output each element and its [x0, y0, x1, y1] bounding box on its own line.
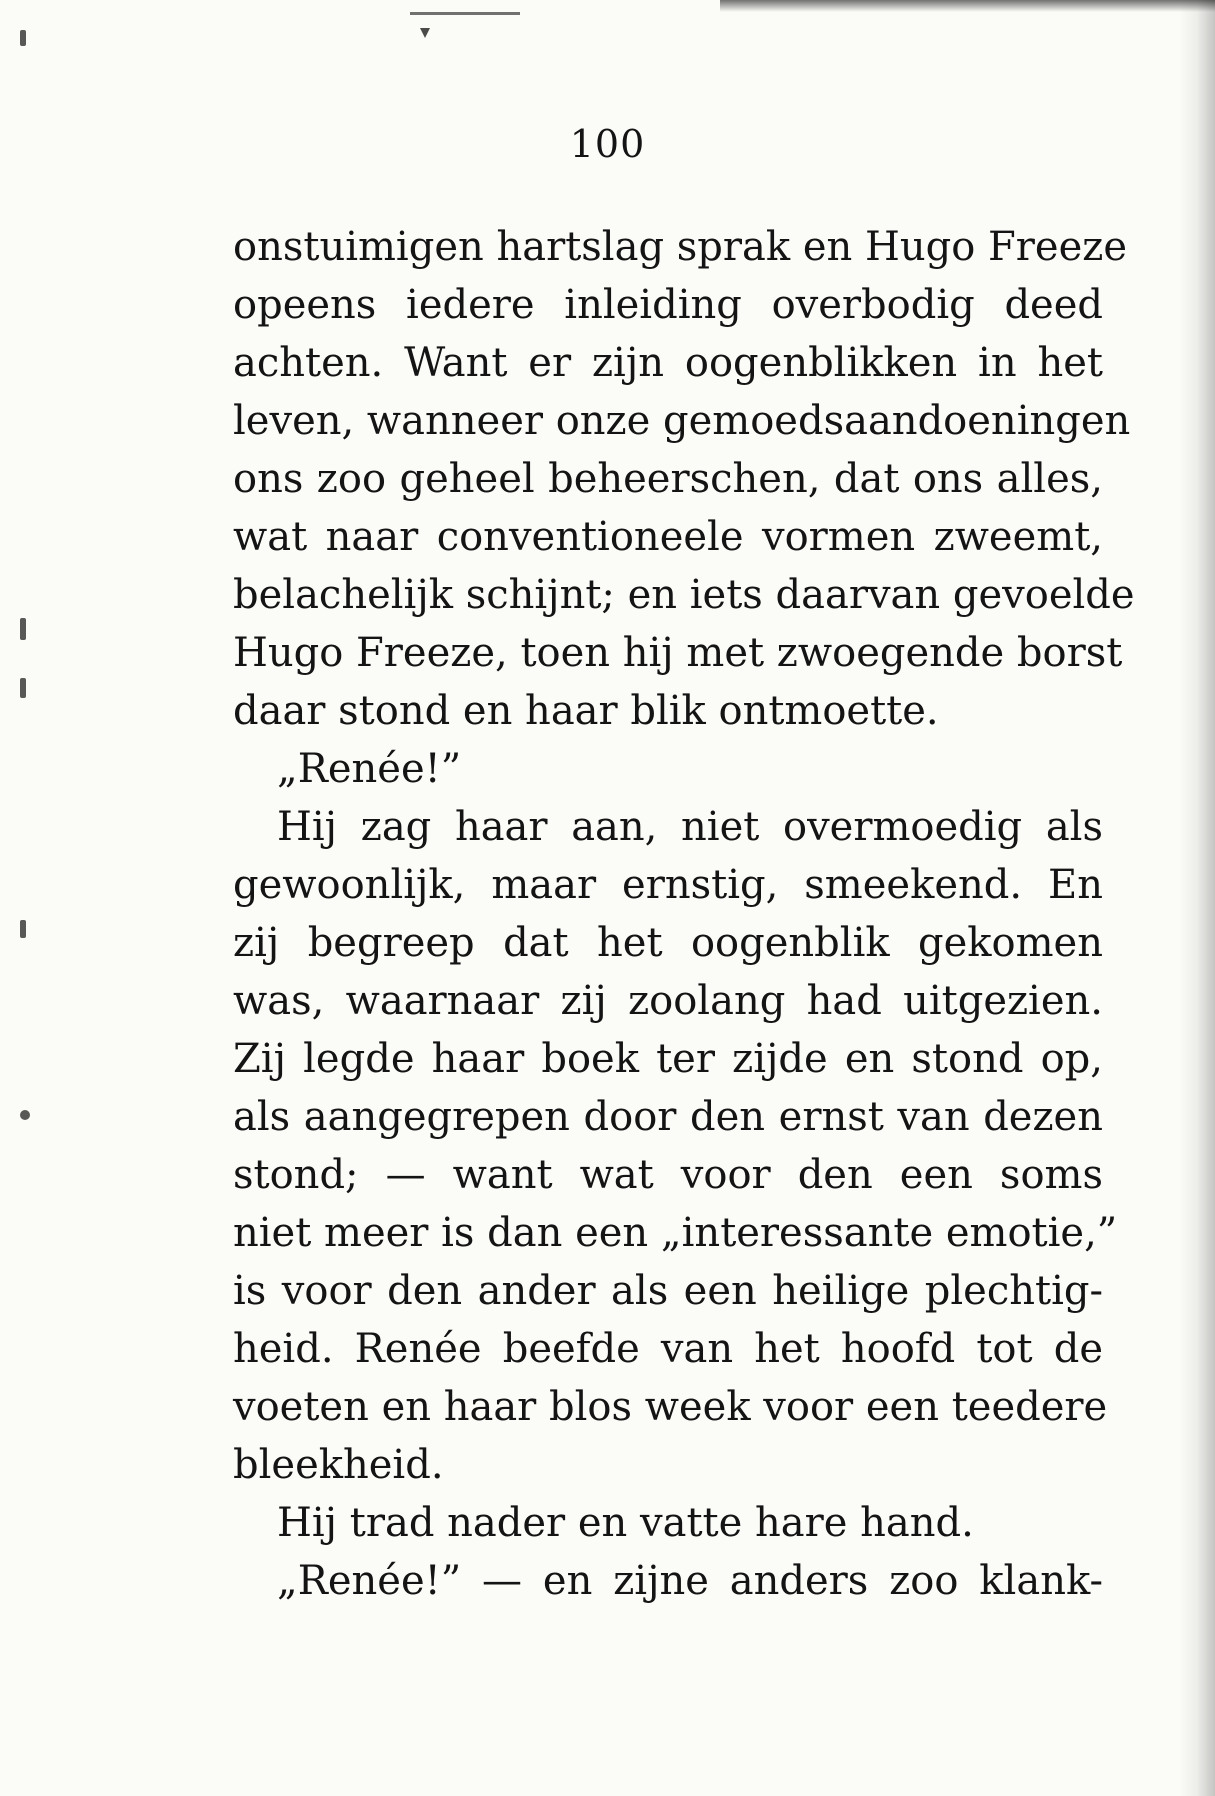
body-text [233, 218, 1135, 1610]
scan-shadow-top [720, 0, 1215, 12]
text-line: was, waarnaar zij zoolang had uitgezien. [233, 978, 1103, 1024]
text-line: Hugo Freeze, toen hij met zwoegende borst [233, 630, 1123, 676]
text-line: Hij zag haar aan, niet overmoedig als [277, 804, 1103, 850]
text-line: Hij trad nader en vatte hare hand. [277, 1500, 974, 1546]
text-line: onstuimigen hartslag sprak en Hugo Freeze [233, 224, 1127, 270]
text-line: opeens iedere inleiding overbodig deed [233, 282, 1103, 328]
text-line: daar stond en haar blik ontmoette. [233, 688, 939, 734]
page-number: 100 [569, 122, 646, 166]
scan-mark-left [20, 678, 26, 698]
text-line: heid. Renée beefde van het hoofd tot de [233, 1326, 1103, 1372]
scan-mark-left [20, 920, 26, 938]
text-line: leven, wanneer onze gemoedsaandoeningen [233, 398, 1131, 444]
text-line: belachelijk schijnt; en iets daarvan gevoelde [233, 572, 1135, 618]
text-line: gewoonlijk, maar ernstig, smeekend. En [233, 862, 1103, 908]
text-line: stond; — want wat voor den een soms [233, 1152, 1103, 1198]
scan-mark-tick [420, 28, 430, 38]
scan-shadow-right [1179, 0, 1215, 1796]
scan-mark-left [20, 30, 26, 46]
text-line: is voor den ander als een heilige plechtig- [233, 1268, 1103, 1314]
text-line: ons zoo geheel beheerschen, dat ons alles, [233, 456, 1103, 502]
text-line: achten. Want er zijn oogenblikken in het [233, 340, 1103, 386]
text-line: wat naar conventioneele vormen zweemt, [233, 514, 1103, 560]
scan-mark-top [410, 12, 520, 15]
text-line: bleekheid. [233, 1442, 444, 1488]
text-line: niet meer is dan een „interessante emotie,” [233, 1210, 1118, 1256]
text-line: „Renée!” [277, 746, 462, 792]
text-line: „Renée!” — en zijne anders zoo klank- [277, 1558, 1103, 1604]
scan-mark-left [20, 618, 26, 640]
scan-mark-left [20, 1110, 30, 1120]
text-line: als aangegrepen door den ernst van dezen [233, 1094, 1103, 1140]
text-line: zij begreep dat het oogenblik gekomen [233, 920, 1103, 966]
text-line: Zij legde haar boek ter zijde en stond op, [233, 1036, 1103, 1082]
text-line: voeten en haar blos week voor een teedere [233, 1384, 1108, 1430]
